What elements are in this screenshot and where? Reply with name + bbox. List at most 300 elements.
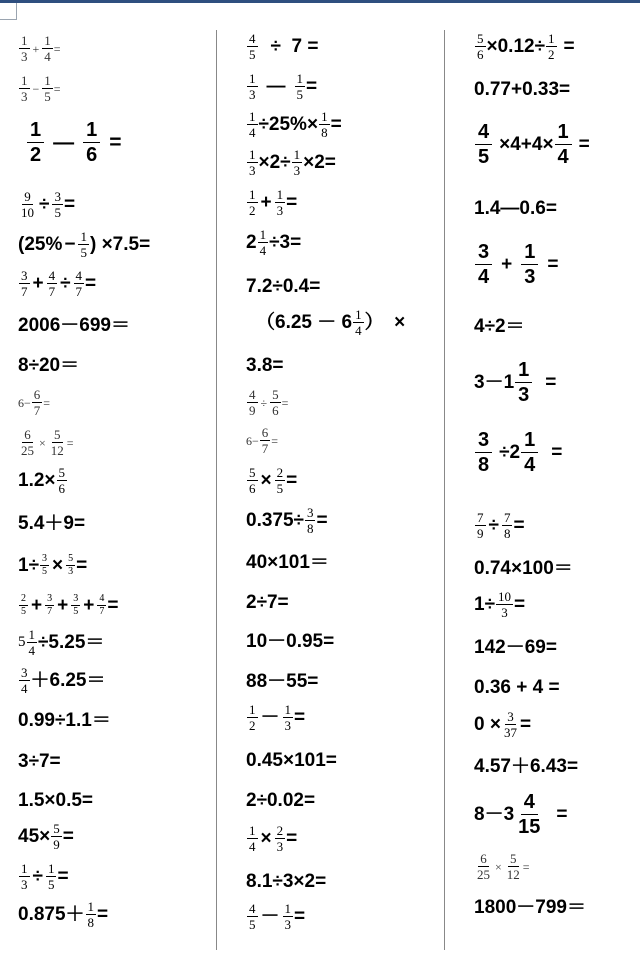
expression-part: 6−	[18, 395, 31, 410]
fraction	[555, 122, 572, 167]
denominator: 5	[80, 245, 87, 260]
fraction	[42, 74, 53, 103]
problem-c2-14: 40×101＝	[246, 552, 329, 573]
numerator: 5	[58, 465, 66, 480]
problem-c2-5	[246, 188, 297, 217]
fraction	[97, 594, 106, 617]
denominator: 5	[296, 87, 303, 102]
fraction	[283, 703, 294, 732]
fraction	[247, 466, 258, 495]
fraction	[57, 466, 68, 495]
equals-sign: =	[286, 192, 298, 213]
numerator: 4	[75, 268, 83, 283]
numerator: 1	[293, 147, 301, 162]
numerator: 5	[249, 465, 256, 480]
numerator: 5	[272, 387, 279, 402]
problem-c1-19: 1.5×0.5=	[18, 790, 94, 811]
denominator: 25	[477, 867, 490, 882]
fraction	[83, 120, 100, 165]
numerator: 5	[510, 851, 517, 866]
problem-c3-4: 1.4—0.6=	[474, 198, 557, 219]
problem-c1-9	[18, 388, 50, 417]
numerator: 6	[261, 425, 269, 440]
denominator: 3	[276, 203, 284, 218]
denominator: 4	[249, 125, 256, 140]
numerator: 4	[48, 268, 56, 283]
operator: ×	[260, 470, 272, 491]
expression-part: 45×	[18, 826, 51, 847]
numerator: 1	[83, 120, 100, 143]
equals-sign: =	[97, 904, 109, 925]
denominator: 3	[524, 266, 536, 288]
fraction	[51, 822, 62, 851]
expression-part: 6−	[246, 433, 259, 448]
expression-part: ＋6.25＝	[30, 670, 106, 691]
problem-c1-1	[18, 34, 61, 63]
problem-c1-2	[18, 74, 61, 103]
problem-c2-19: 0.45×101=	[246, 750, 337, 771]
operator: ×	[495, 859, 502, 874]
denominator: 6	[58, 481, 66, 496]
fraction	[475, 430, 492, 475]
fraction	[42, 34, 53, 63]
problem-c2-11	[246, 426, 278, 455]
numerator: 5	[477, 31, 484, 46]
denominator: 6	[249, 481, 256, 496]
problem-c1-17: 0.99÷1.1＝	[18, 710, 111, 731]
problem-c3-16	[474, 792, 568, 837]
equals-sign: =	[281, 395, 289, 410]
operator: +	[83, 595, 95, 616]
fraction	[49, 428, 66, 457]
denominator: 5	[54, 205, 61, 220]
numerator: 2	[276, 465, 284, 480]
equals-sign: =	[519, 714, 532, 735]
equals-sign: =	[43, 395, 51, 410]
denominator: 6	[86, 144, 98, 166]
numerator: 9	[24, 189, 31, 204]
problem-c1-16	[18, 666, 105, 695]
numerator: 3	[507, 709, 514, 724]
fraction	[521, 242, 538, 287]
expression-part: (25%	[18, 234, 63, 255]
equals-sign: =	[545, 372, 557, 393]
problem-c2-16: 10－0.95=	[246, 631, 335, 652]
fraction	[502, 511, 513, 540]
problem-c1-5	[18, 230, 150, 259]
numerator: 3	[54, 189, 61, 204]
equals-sign: =	[286, 828, 298, 849]
expression-part: ） ×	[364, 312, 406, 333]
equals-sign: =	[316, 510, 328, 531]
expression-part: 0.875＋	[18, 904, 85, 925]
fraction	[52, 190, 63, 219]
expression-part: 1÷	[474, 594, 495, 615]
problem-c2-6	[246, 228, 301, 257]
problem-c1-22	[18, 900, 108, 929]
denominator: 8	[321, 125, 328, 140]
expression-part: ÷2	[499, 442, 521, 463]
numerator: 1	[521, 242, 538, 265]
numerator: 1	[21, 861, 28, 876]
fraction	[19, 74, 30, 103]
denominator: 8	[87, 915, 95, 930]
problem-c3-10: 0.74×100＝	[474, 558, 573, 579]
denominator: 6	[272, 403, 279, 418]
equals-sign: =	[76, 555, 88, 576]
numerator: 1	[284, 901, 292, 916]
numerator: 1	[249, 147, 256, 162]
denominator: 4	[524, 454, 536, 476]
problem-c2-12	[246, 466, 297, 495]
fraction	[32, 388, 43, 417]
problem-c3-5	[474, 242, 566, 287]
problem-c1-8: 8÷20＝	[18, 355, 80, 376]
expression-part: 8－3	[474, 804, 515, 825]
denominator: 3	[21, 49, 28, 64]
fraction	[19, 666, 30, 695]
denominator: 7	[48, 284, 56, 299]
numerator: 5	[54, 427, 61, 442]
fraction	[27, 628, 38, 657]
problem-c2-2	[246, 72, 317, 101]
equals-sign: =	[66, 435, 74, 450]
denominator: 2	[548, 47, 555, 62]
problem-c1-20	[18, 822, 74, 851]
numerator: 1	[44, 73, 51, 88]
denominator: 37	[503, 725, 517, 740]
numerator: 1	[276, 187, 284, 202]
fraction	[502, 710, 519, 739]
denominator: 3	[501, 605, 508, 620]
fraction	[319, 110, 330, 139]
denominator: 4	[259, 243, 267, 258]
equals-sign: =	[109, 131, 122, 154]
operator: —	[266, 76, 286, 97]
numerator: 10	[498, 589, 511, 604]
numerator: 3	[73, 593, 79, 604]
numerator: 1	[27, 120, 44, 143]
problem-c1-4	[18, 190, 75, 219]
denominator: 2	[249, 203, 256, 218]
problem-c2-15: 2÷7=	[246, 592, 289, 613]
column-divider-right	[444, 30, 445, 950]
fraction	[46, 862, 57, 891]
numerator: 1	[296, 71, 303, 86]
problem-c3-14	[474, 710, 531, 739]
operator: ×	[260, 828, 272, 849]
fraction	[247, 148, 258, 177]
problem-c3-9	[474, 511, 525, 540]
equals-sign: =	[62, 826, 74, 847]
fraction	[260, 426, 271, 455]
denominator: 5	[276, 481, 284, 496]
equals-sign: =	[57, 866, 69, 887]
fraction	[275, 466, 286, 495]
fraction	[27, 120, 44, 165]
numerator: 1	[249, 71, 256, 86]
fraction	[292, 148, 303, 177]
numerator: 1	[249, 823, 256, 838]
equals-sign: =	[578, 134, 590, 155]
numerator: 3	[42, 553, 47, 564]
problem-c3-13: 0.36 + 4 =	[474, 677, 560, 698]
denominator: 3	[68, 566, 74, 577]
denominator: 3	[518, 384, 530, 406]
problem-c2-13	[246, 506, 328, 535]
numerator: 3	[47, 593, 53, 604]
operator: ÷	[260, 395, 268, 410]
denominator: 7	[21, 284, 28, 299]
denominator: 4	[21, 681, 28, 696]
numerator: 3	[21, 665, 28, 680]
fraction	[475, 511, 486, 540]
numerator: 4	[249, 31, 256, 46]
numerator: 1	[249, 702, 256, 717]
numerator: 3	[306, 505, 314, 520]
fraction	[86, 900, 97, 929]
equals-sign: =	[53, 41, 61, 56]
problem-c2-8	[256, 308, 405, 337]
fraction	[78, 230, 89, 259]
problem-c1-10	[18, 428, 74, 457]
fraction	[505, 852, 522, 881]
denominator: 5	[73, 606, 79, 617]
problem-c1-6	[18, 269, 96, 298]
numerator: 6	[24, 427, 31, 442]
whole-number: 2	[246, 232, 257, 253]
problem-c2-9: 3.8=	[246, 355, 284, 376]
fraction	[546, 32, 557, 61]
problem-c1-7: 2006－699＝	[18, 315, 130, 336]
fraction	[275, 188, 286, 217]
fraction	[283, 902, 294, 931]
numerator: 7	[503, 510, 511, 525]
fraction	[40, 554, 49, 577]
operator: ÷	[39, 194, 50, 215]
denominator: 7	[33, 403, 41, 418]
problem-c2-20: 2÷0.02=	[246, 790, 316, 811]
expression-part: ) ×7.5=	[89, 234, 151, 255]
numerator: 1	[21, 33, 28, 48]
expression-part: 0 ×	[474, 714, 501, 735]
equals-sign: =	[556, 804, 568, 825]
expression-part: ×2=	[303, 152, 336, 173]
problem-c1-13	[18, 554, 87, 577]
fraction	[74, 269, 85, 298]
equals-sign: =	[63, 194, 76, 215]
operator: －	[260, 906, 280, 927]
equals-sign: =	[294, 906, 306, 927]
problem-c1-11	[18, 466, 68, 495]
denominator: 4	[557, 146, 569, 168]
denominator: 5	[249, 917, 256, 932]
fraction	[353, 308, 364, 337]
denominator: 7	[261, 441, 269, 456]
denominator: 10	[21, 205, 34, 220]
numerator: 3	[475, 430, 492, 453]
fraction	[247, 824, 258, 853]
problem-c3-11	[474, 590, 525, 619]
numerator: 4	[249, 901, 256, 916]
denominator: 3	[249, 87, 256, 102]
problem-c3-12: 142－69=	[474, 637, 557, 658]
problem-c1-15	[18, 628, 104, 657]
expression-part: 1.2×	[18, 470, 56, 491]
denominator: 12	[506, 867, 520, 882]
fraction	[475, 242, 492, 287]
operator: ÷	[60, 273, 71, 294]
operator: −	[32, 81, 40, 96]
denominator: 4	[249, 839, 256, 854]
numerator: 5	[68, 553, 74, 564]
fraction	[496, 590, 513, 619]
denominator: 5	[44, 89, 51, 104]
numerator: 1	[321, 109, 328, 124]
fraction	[521, 430, 538, 475]
equals-sign: =	[514, 594, 526, 615]
fraction	[47, 269, 58, 298]
fraction	[71, 594, 80, 617]
problem-c2-4	[246, 148, 336, 177]
expression-part: ×4+4×	[499, 134, 554, 155]
equals-sign: =	[551, 442, 563, 463]
numerator: 3	[475, 242, 492, 265]
equals-sign: =	[563, 36, 575, 57]
denominator: 2	[30, 144, 42, 166]
expression-part: ÷ 7 =	[270, 36, 319, 57]
fraction	[66, 554, 75, 577]
fraction	[270, 388, 281, 417]
problem-c1-3	[26, 120, 130, 165]
equals-sign: =	[53, 81, 61, 96]
denominator: 3	[249, 163, 256, 178]
problem-c3-1	[474, 32, 575, 61]
denominator: 5	[478, 146, 490, 168]
operator: ×	[39, 435, 46, 450]
fraction	[19, 190, 36, 219]
fraction	[305, 506, 316, 535]
denominator: 15	[518, 816, 541, 838]
problem-c3-6: 4÷2＝	[474, 316, 525, 337]
operator: +	[260, 192, 272, 213]
denominator: 8	[478, 454, 490, 476]
problem-c2-21	[246, 824, 297, 853]
fraction	[247, 72, 258, 101]
numerator: 2	[21, 593, 26, 604]
problem-c3-17	[474, 852, 530, 881]
equals-sign: =	[330, 114, 342, 135]
fraction	[515, 792, 543, 837]
page-corner-marker	[0, 3, 17, 20]
numerator: 1	[259, 227, 267, 242]
denominator: 8	[503, 526, 511, 541]
denominator: 12	[50, 443, 64, 458]
numerator: 1	[284, 702, 292, 717]
denominator: 3	[276, 839, 284, 854]
denominator: 5	[249, 47, 256, 62]
expression-part: 0.375÷	[246, 510, 304, 531]
denominator: 6	[477, 47, 484, 62]
numerator: 3	[21, 268, 28, 283]
fraction	[295, 72, 306, 101]
numerator: 4	[475, 122, 492, 145]
fraction	[275, 824, 286, 853]
fraction	[247, 110, 258, 139]
equals-sign: =	[286, 470, 298, 491]
problem-c3-8	[474, 430, 562, 475]
numerator: 1	[87, 899, 95, 914]
denominator: 25	[21, 443, 34, 458]
denominator: 4	[44, 49, 51, 64]
operator: ×	[52, 555, 64, 576]
problem-c2-18	[246, 703, 305, 732]
numerator: 1	[548, 31, 555, 46]
numerator: 1	[47, 861, 55, 876]
fraction	[247, 188, 258, 217]
denominator: 3	[21, 877, 28, 892]
expression-part: ÷3=	[269, 232, 302, 253]
expression-part: 1÷	[18, 555, 39, 576]
denominator: 3	[21, 89, 28, 104]
expression-part: （6.25 － 6	[256, 312, 353, 333]
operator: +	[32, 41, 40, 56]
numerator: 4	[521, 792, 538, 815]
fraction	[19, 862, 30, 891]
equals-sign: =	[513, 515, 525, 536]
numerator: 4	[99, 593, 105, 604]
numerator: 2	[276, 823, 284, 838]
expression-part: ÷5.25＝	[38, 632, 105, 653]
fraction	[515, 360, 532, 405]
expression-part: ×0.12÷	[486, 36, 546, 57]
whole-number: 5	[18, 634, 26, 650]
expression-part: 3－1	[474, 372, 515, 393]
numerator: 7	[477, 510, 484, 525]
numerator: 1	[521, 430, 538, 453]
denominator: 9	[249, 403, 256, 418]
numerator: 4	[249, 387, 256, 402]
operator: +	[32, 273, 44, 294]
fraction	[475, 32, 486, 61]
problem-c3-18: 1800－799＝	[474, 897, 586, 918]
numerator: 6	[33, 387, 41, 402]
denominator: 9	[477, 526, 484, 541]
problem-c1-12: 5.4＋9=	[18, 513, 86, 534]
operator: −	[64, 234, 76, 255]
operator: +	[501, 254, 513, 275]
fraction	[258, 228, 269, 257]
denominator: 7	[99, 606, 105, 617]
equals-sign: =	[107, 595, 119, 616]
fraction	[247, 703, 258, 732]
denominator: 7	[47, 606, 53, 617]
fraction	[247, 32, 258, 61]
problem-c3-15: 4.57＋6.43=	[474, 756, 579, 777]
window-top-bar	[0, 0, 640, 3]
equals-sign: =	[547, 254, 559, 275]
fraction	[247, 388, 258, 417]
fraction	[19, 428, 36, 457]
problem-c1-21	[18, 862, 69, 891]
denominator: 3	[293, 163, 301, 178]
numerator: 1	[249, 187, 256, 202]
expression-part: ×2÷	[258, 152, 291, 173]
operator: +	[31, 595, 43, 616]
denominator: 5	[47, 877, 55, 892]
problem-c2-22: 8.1÷3×2=	[246, 871, 327, 892]
problem-c1-14	[18, 594, 118, 617]
